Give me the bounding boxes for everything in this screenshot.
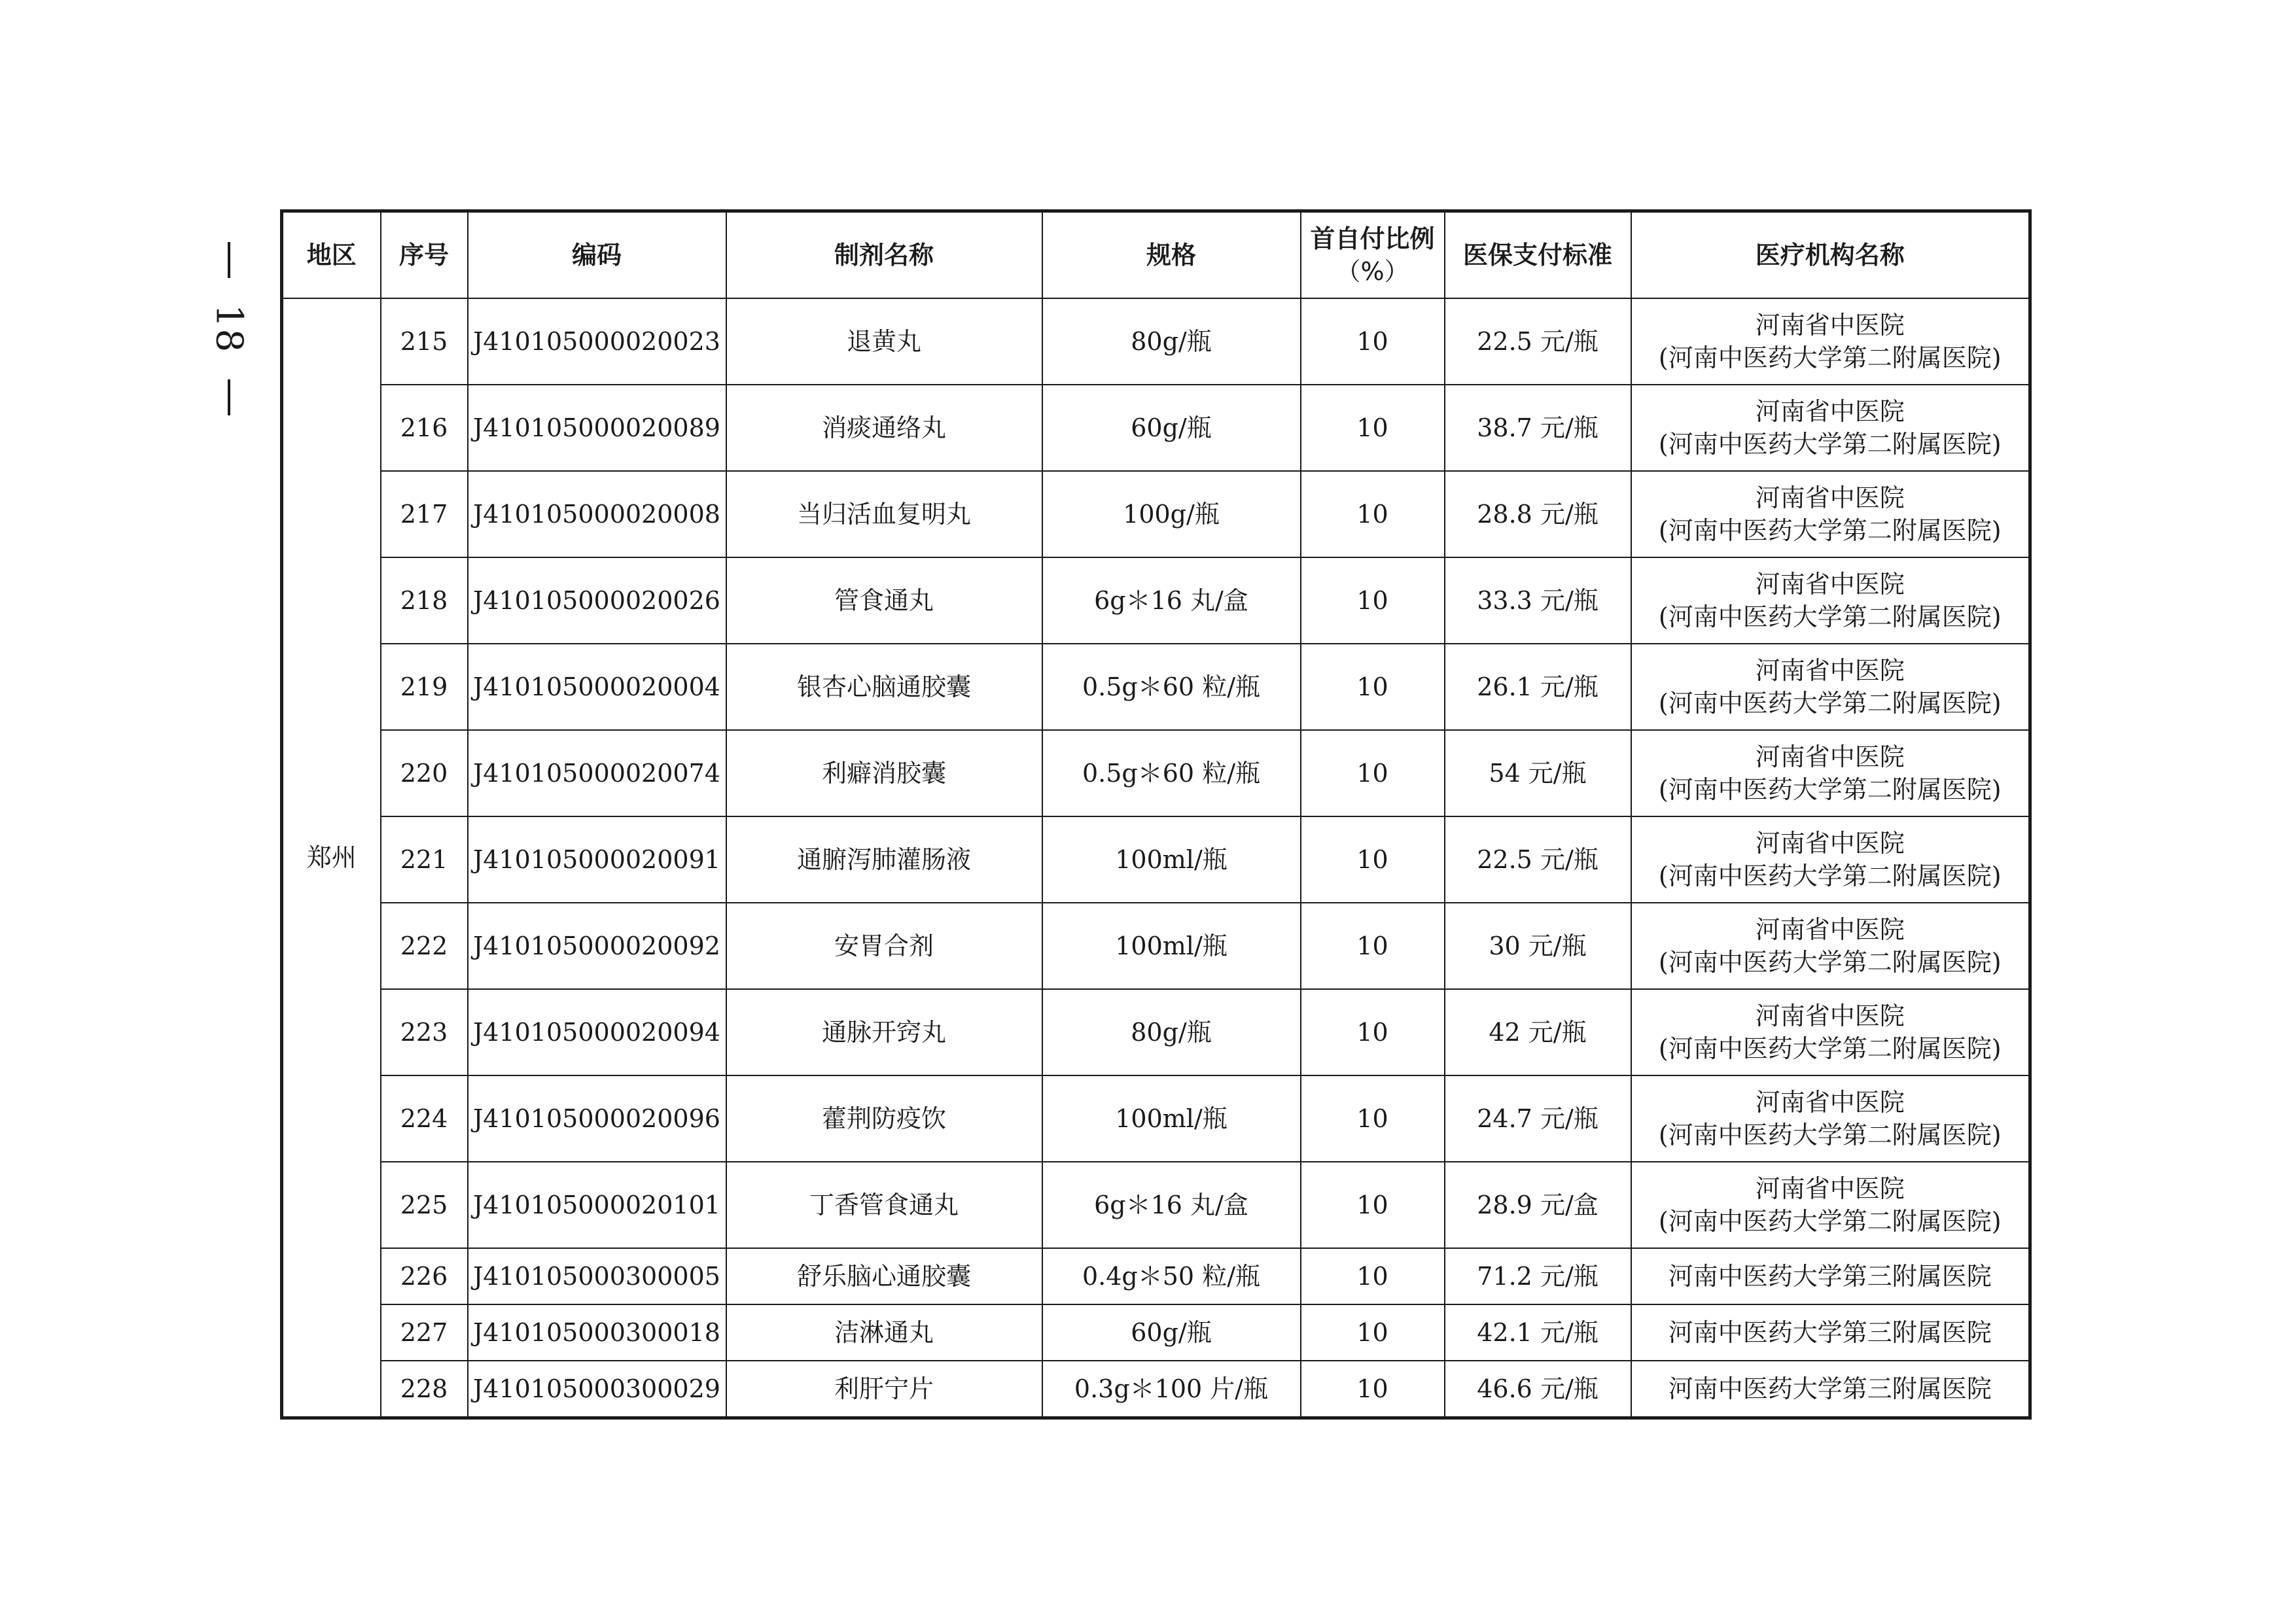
name-cell: 利癖消胶囊 xyxy=(726,730,1042,816)
preparation-table xyxy=(280,209,2032,1420)
hospital-cell xyxy=(1631,903,2030,989)
hospital-cell xyxy=(1631,557,2030,644)
price-cell: 24.7 元/瓶 xyxy=(1445,1075,1631,1162)
header-region: 地区 xyxy=(282,211,381,299)
name-cell: 管食通丸 xyxy=(726,557,1042,644)
name-cell: 通脉开窍丸 xyxy=(726,989,1042,1075)
header-name: 制剂名称 xyxy=(726,211,1042,299)
header-code: 编码 xyxy=(468,211,726,299)
copay-cell: 10 xyxy=(1301,903,1445,989)
hospital-line: 河南中医药大学第三附属医院 xyxy=(1668,1318,1992,1347)
hospital-cell xyxy=(1631,1361,2030,1418)
price-cell: 22.5 元/瓶 xyxy=(1445,816,1631,903)
copay-cell: 10 xyxy=(1301,557,1445,644)
price-cell: 42 元/瓶 xyxy=(1445,989,1631,1075)
page-number-dash-top xyxy=(228,242,230,278)
price-cell: 26.1 元/瓶 xyxy=(1445,644,1631,730)
hospital-cell xyxy=(1631,644,2030,730)
table-row xyxy=(282,730,2030,816)
hospital-line: (河南中医药大学第二附属医院) xyxy=(1658,775,2002,804)
page-number-dash-bottom xyxy=(228,379,230,415)
code-cell: J410105000020008 xyxy=(468,471,726,557)
price-cell: 28.8 元/瓶 xyxy=(1445,471,1631,557)
name-cell: 退黄丸 xyxy=(726,298,1042,385)
seq-cell: 222 xyxy=(381,903,468,989)
table-row xyxy=(282,1248,2030,1304)
header-copay-line1: 首自付比例 xyxy=(1310,224,1435,253)
copay-cell: 10 xyxy=(1301,644,1445,730)
seq-cell: 226 xyxy=(381,1248,468,1304)
hospital-line: (河南中医药大学第二附属医院) xyxy=(1658,862,2002,890)
spec-cell: 80g/瓶 xyxy=(1042,989,1301,1075)
copay-cell: 10 xyxy=(1301,471,1445,557)
code-cell: J410105000020023 xyxy=(468,298,726,385)
name-cell: 洁淋通丸 xyxy=(726,1304,1042,1361)
hospital-line: (河南中医药大学第二附属医院) xyxy=(1658,1207,2002,1236)
seq-cell: 227 xyxy=(381,1304,468,1361)
hospital-line: (河南中医药大学第二附属医院) xyxy=(1658,516,2002,545)
copay-cell: 10 xyxy=(1301,816,1445,903)
table-header-row xyxy=(282,211,2030,299)
hospital-cell xyxy=(1631,471,2030,557)
name-cell: 利肝宁片 xyxy=(726,1361,1042,1418)
hospital-line: (河南中医药大学第二附属医院) xyxy=(1658,1034,2002,1063)
copay-cell: 10 xyxy=(1301,1075,1445,1162)
table-row xyxy=(282,1162,2030,1248)
hospital-line: 河南省中医院 xyxy=(1755,397,1905,426)
spec-cell: 100g/瓶 xyxy=(1042,471,1301,557)
hospital-line: 河南省中医院 xyxy=(1755,656,1905,685)
price-cell: 30 元/瓶 xyxy=(1445,903,1631,989)
copay-cell: 10 xyxy=(1301,730,1445,816)
hospital-cell xyxy=(1631,816,2030,903)
hospital-cell xyxy=(1631,298,2030,385)
code-cell: J410105000020026 xyxy=(468,557,726,644)
seq-cell: 224 xyxy=(381,1075,468,1162)
hospital-line: 河南省中医院 xyxy=(1755,1002,1905,1030)
name-cell: 消痰通络丸 xyxy=(726,385,1042,471)
copay-cell: 10 xyxy=(1301,298,1445,385)
table-row xyxy=(282,644,2030,730)
table-row xyxy=(282,298,2030,385)
name-cell: 当归活血复明丸 xyxy=(726,471,1042,557)
spec-cell: 100ml/瓶 xyxy=(1042,816,1301,903)
hospital-line: 河南省中医院 xyxy=(1755,915,1905,944)
hospital-cell xyxy=(1631,1304,2030,1361)
hospital-cell xyxy=(1631,1162,2030,1248)
table-row xyxy=(282,989,2030,1075)
page-number-text: 18 xyxy=(207,304,251,354)
price-cell: 38.7 元/瓶 xyxy=(1445,385,1631,471)
header-price: 医保支付标准 xyxy=(1445,211,1631,299)
hospital-line: 河南省中医院 xyxy=(1755,570,1905,599)
hospital-line: (河南中医药大学第二附属医院) xyxy=(1658,430,2002,459)
price-cell: 42.1 元/瓶 xyxy=(1445,1304,1631,1361)
copay-cell: 10 xyxy=(1301,1361,1445,1418)
spec-cell: 6g＊16 丸/盒 xyxy=(1042,1162,1301,1248)
spec-cell: 0.4g＊50 粒/瓶 xyxy=(1042,1248,1301,1304)
seq-cell: 225 xyxy=(381,1162,468,1248)
code-cell: J410105000300018 xyxy=(468,1304,726,1361)
spec-cell: 80g/瓶 xyxy=(1042,298,1301,385)
hospital-line: (河南中医药大学第二附属医院) xyxy=(1658,343,2002,372)
seq-cell: 228 xyxy=(381,1361,468,1418)
table-row xyxy=(282,471,2030,557)
table-body xyxy=(282,298,2030,1418)
seq-cell: 220 xyxy=(381,730,468,816)
hospital-cell xyxy=(1631,989,2030,1075)
code-cell: J410105000020094 xyxy=(468,989,726,1075)
hospital-line: (河南中医药大学第二附属医院) xyxy=(1658,689,2002,718)
hospital-line: 河南省中医院 xyxy=(1755,311,1905,340)
name-cell: 舒乐脑心通胶囊 xyxy=(726,1248,1042,1304)
price-cell: 22.5 元/瓶 xyxy=(1445,298,1631,385)
hospital-line: (河南中医药大学第二附属医院) xyxy=(1658,602,2002,631)
table-row xyxy=(282,903,2030,989)
name-cell: 通腑泻肺灌肠液 xyxy=(726,816,1042,903)
spec-cell: 60g/瓶 xyxy=(1042,385,1301,471)
hospital-cell xyxy=(1631,730,2030,816)
header-spec: 规格 xyxy=(1042,211,1301,299)
price-cell: 28.9 元/盒 xyxy=(1445,1162,1631,1248)
hospital-line: 河南省中医院 xyxy=(1755,829,1905,858)
seq-cell: 215 xyxy=(381,298,468,385)
header-seq: 序号 xyxy=(381,211,468,299)
hospital-line: (河南中医药大学第二附属医院) xyxy=(1658,1121,2002,1149)
table-row xyxy=(282,816,2030,903)
seq-cell: 218 xyxy=(381,557,468,644)
spec-cell: 0.3g＊100 片/瓶 xyxy=(1042,1361,1301,1418)
hospital-line: 河南省中医院 xyxy=(1755,742,1905,771)
copay-cell: 10 xyxy=(1301,1162,1445,1248)
table-row xyxy=(282,385,2030,471)
code-cell: J410105000300005 xyxy=(468,1248,726,1304)
copay-cell: 10 xyxy=(1301,1304,1445,1361)
seq-cell: 219 xyxy=(381,644,468,730)
name-cell: 银杏心脑通胶囊 xyxy=(726,644,1042,730)
copay-cell: 10 xyxy=(1301,1248,1445,1304)
code-cell: J410105000020101 xyxy=(468,1162,726,1248)
spec-cell: 60g/瓶 xyxy=(1042,1304,1301,1361)
spec-cell: 0.5g＊60 粒/瓶 xyxy=(1042,730,1301,816)
header-copay-line2: （%） xyxy=(1335,257,1409,286)
page-number xyxy=(196,242,262,415)
code-cell: J410105000020089 xyxy=(468,385,726,471)
code-cell: J410105000020074 xyxy=(468,730,726,816)
hospital-line: 河南中医药大学第三附属医院 xyxy=(1668,1262,1992,1291)
seq-cell: 217 xyxy=(381,471,468,557)
price-cell: 46.6 元/瓶 xyxy=(1445,1361,1631,1418)
hospital-cell xyxy=(1631,1248,2030,1304)
seq-cell: 221 xyxy=(381,816,468,903)
price-cell: 54 元/瓶 xyxy=(1445,730,1631,816)
table-row xyxy=(282,1304,2030,1361)
hospital-line: 河南省中医院 xyxy=(1755,1088,1905,1117)
code-cell: J410105000020092 xyxy=(468,903,726,989)
table-row xyxy=(282,1361,2030,1418)
hospital-line: 河南中医药大学第三附属医院 xyxy=(1668,1374,1992,1403)
name-cell: 藿荆防疫饮 xyxy=(726,1075,1042,1162)
hospital-cell xyxy=(1631,385,2030,471)
spec-cell: 0.5g＊60 粒/瓶 xyxy=(1042,644,1301,730)
hospital-line: 河南省中医院 xyxy=(1755,483,1905,512)
price-cell: 71.2 元/瓶 xyxy=(1445,1248,1631,1304)
region-cell: 郑州 xyxy=(282,298,381,1418)
code-cell: J410105000020004 xyxy=(468,644,726,730)
hospital-line: 河南省中医院 xyxy=(1755,1174,1905,1203)
code-cell: J410105000020096 xyxy=(468,1075,726,1162)
table-row xyxy=(282,557,2030,644)
name-cell: 丁香管食通丸 xyxy=(726,1162,1042,1248)
hospital-cell xyxy=(1631,1075,2030,1162)
header-copay xyxy=(1301,211,1445,299)
price-cell: 33.3 元/瓶 xyxy=(1445,557,1631,644)
copay-cell: 10 xyxy=(1301,385,1445,471)
seq-cell: 223 xyxy=(381,989,468,1075)
spec-cell: 100ml/瓶 xyxy=(1042,903,1301,989)
copay-cell: 10 xyxy=(1301,989,1445,1075)
name-cell: 安胃合剂 xyxy=(726,903,1042,989)
spec-cell: 100ml/瓶 xyxy=(1042,1075,1301,1162)
spec-cell: 6g＊16 丸/盒 xyxy=(1042,557,1301,644)
seq-cell: 216 xyxy=(381,385,468,471)
header-hospital: 医疗机构名称 xyxy=(1631,211,2030,299)
table-row xyxy=(282,1075,2030,1162)
hospital-line: (河南中医药大学第二附属医院) xyxy=(1658,948,2002,977)
code-cell: J410105000020091 xyxy=(468,816,726,903)
code-cell: J410105000300029 xyxy=(468,1361,726,1418)
